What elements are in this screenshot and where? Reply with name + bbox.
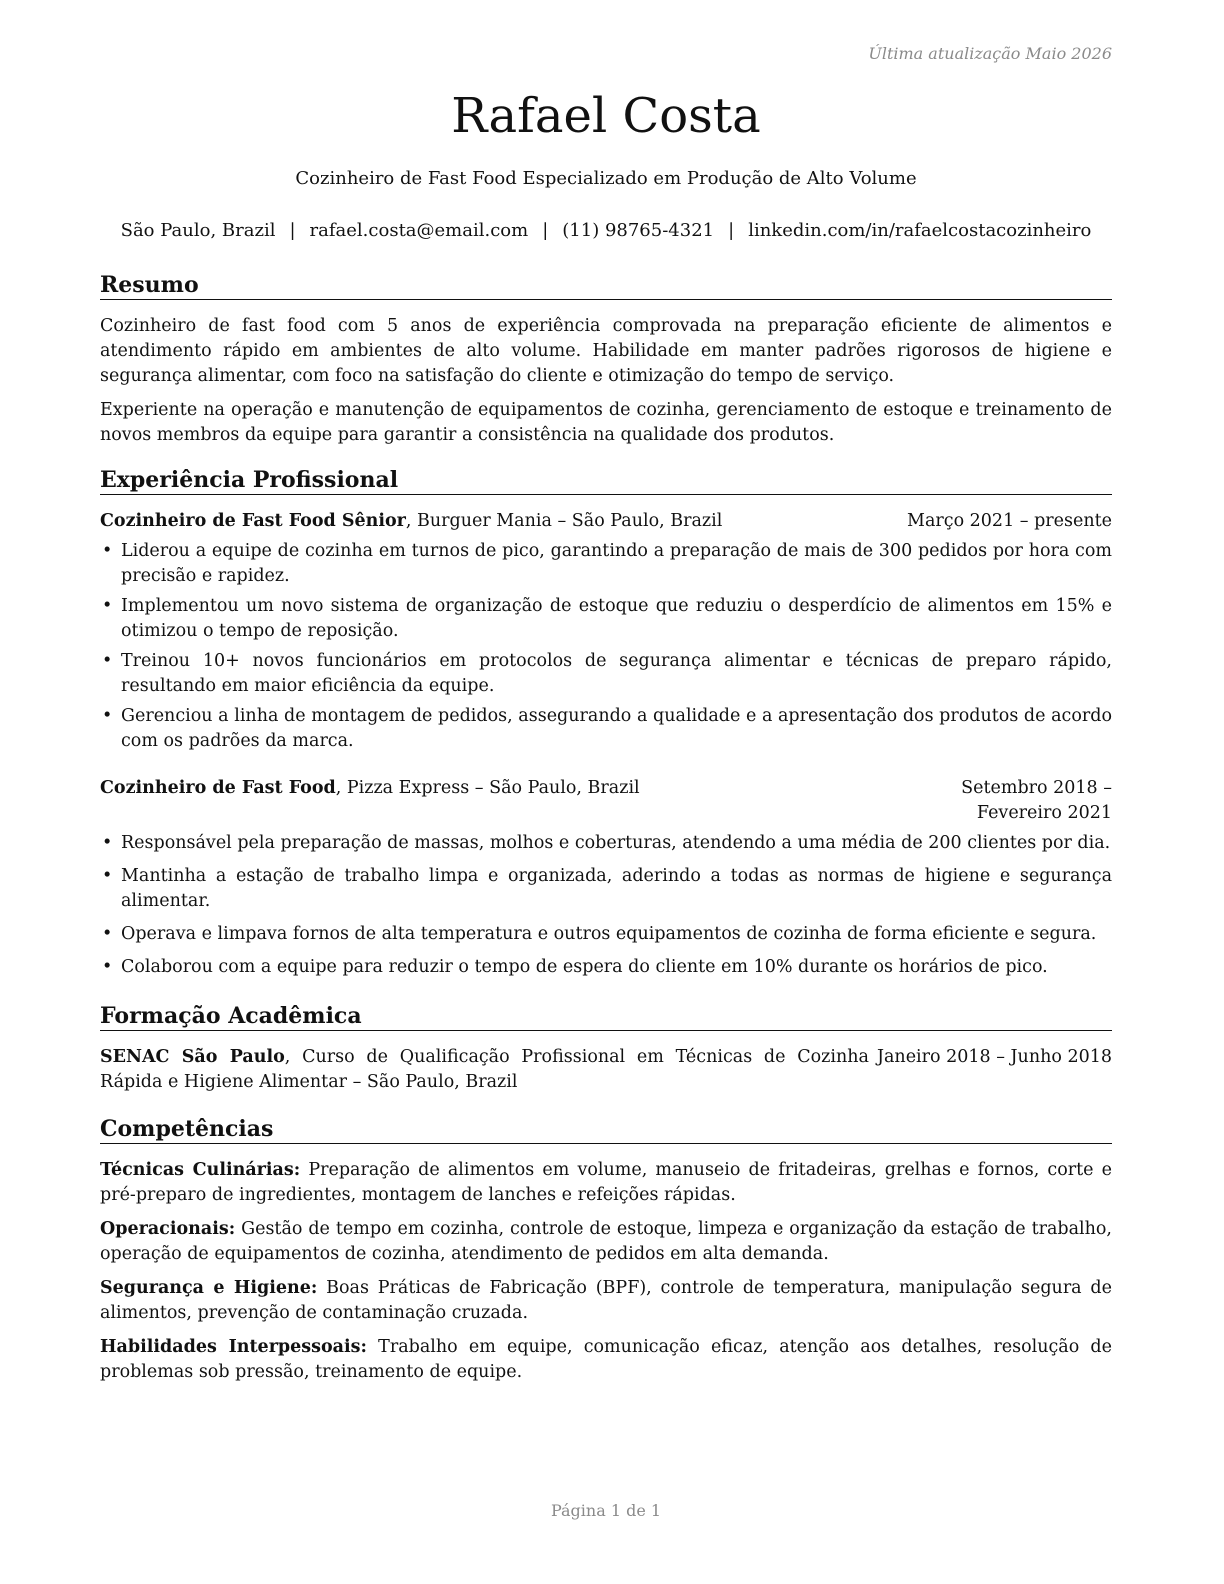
bullet-icon: •	[102, 833, 113, 853]
job-bullets	[100, 539, 1112, 754]
skill-label: Habilidades Interpessoais:	[100, 1337, 367, 1357]
job-role: Cozinheiro de Fast Food Sênior	[100, 511, 406, 531]
list-item: • Mantinha a estação de trabalho limpa e organizada, aderindo a todas as normas de higiene e segurança alimentar.	[102, 866, 1112, 911]
list-item: • Gerenciou a linha de montagem de pedidos, assegurando a qualidade e a apresentação dos produtos de acordo com os padrões da marca.	[102, 706, 1112, 751]
job-header	[100, 509, 1112, 534]
education-school: SENAC São Paulo	[100, 1047, 285, 1067]
list-item: • Implementou um novo sistema de organização de estoque que reduziu o desperdício de alimentos em 15% e otimizou o tempo de reposição.	[102, 596, 1112, 641]
bullet-icon: •	[102, 596, 113, 616]
skills-title: Competências	[100, 1115, 1112, 1144]
bullet-icon: •	[102, 706, 113, 726]
list-item: • Treinou 10+ novos funcionários em protocolos de segurança alimentar e técnicas de preparo rápido, resultando em maior eficiência da equipe.	[102, 651, 1112, 696]
job-entry	[100, 776, 1112, 980]
list-item: • Colaborou com a equipe para reduzir o tempo de espera do cliente em 10% durante os horários de pico.	[100, 955, 1112, 980]
bullet-icon: •	[102, 924, 113, 944]
education-title: Formação Acadêmica	[100, 1002, 1112, 1031]
summary-section	[100, 271, 1112, 448]
list-item: • Responsável pela preparação de massas, molhos e coberturas, atendendo a uma média de 200 clientes por dia.	[100, 831, 1112, 856]
skill-label: Segurança e Higiene:	[100, 1278, 318, 1298]
skill-label: Técnicas Culinárias:	[100, 1160, 301, 1180]
education-dates: Janeiro 2018 – Junho 2018	[876, 1047, 1112, 1067]
contact-location: São Paulo, Brazil	[120, 220, 276, 241]
summary-title: Resumo	[100, 271, 1112, 300]
job-dates: Setembro 2018 – Fevereiro 2021	[961, 778, 1112, 823]
skill-item: Segurança e Higiene: Boas Práticas de Fabricação (BPF), controle de temperatura, manipulação segura de alimentos, prevenção de contaminação cruzada.	[100, 1278, 1112, 1323]
education-entry	[100, 1045, 1112, 1095]
last-updated: Última atualização Maio 2026	[868, 44, 1112, 63]
candidate-name: Rafael Costa	[451, 88, 761, 144]
contact-linkedin[interactable]: linkedin.com/in/rafaelcostacozinheiro	[748, 220, 1092, 241]
contact-separator: |	[728, 220, 735, 241]
skill-item: Habilidades Interpessoais: Trabalho em equipe, comunicação eficaz, atenção aos detalhes, resolução de problemas sob pressão, treinamento de equipe.	[100, 1337, 1112, 1382]
bullet-icon: •	[102, 957, 113, 977]
education-description: , Curso de Qualificação Profissional em Técnicas de Cozinha Rápida e Higiene Alimentar – São Paulo, Brazil	[100, 1047, 869, 1092]
contact-email[interactable]: rafael.costa@email.com	[309, 220, 529, 241]
job-dates: Março 2021 – presente	[907, 511, 1112, 531]
job-role: Cozinheiro de Fast Food	[100, 778, 336, 798]
contact-separator: |	[289, 220, 296, 241]
job-company: , Burguer Mania – São Paulo, Brazil	[405, 511, 723, 531]
skill-item: Operacionais: Gestão de tempo em cozinha, controle de estoque, limpeza e organização da estação de trabalho, operação de equipamentos de cozinha, atendimento de pedidos em alta demanda.	[100, 1219, 1112, 1264]
job-company: , Pizza Express – São Paulo, Brazil	[335, 778, 640, 798]
skill-item: Técnicas Culinárias: Preparação de alimentos em volume, manuseio de fritadeiras, grelhas e fornos, corte e pré-preparo de ingredientes, montagem de lanches e refeições rápidas.	[100, 1160, 1112, 1205]
summary-paragraph: Cozinheiro de fast food com 5 anos de experiência comprovada na preparação eficiente de alimentos e atendimento rápido em ambientes de alto volume. Habilidade em manter padrões rigorosos de higiene e segurança alimentar, com foco na satisfação do cliente e otimização do tempo de serviço.	[100, 316, 1112, 386]
contact-line	[100, 219, 1112, 243]
summary-paragraph: Experiente na operação e manutenção de equipamentos de cozinha, gerenciamento de estoque e treinamento de novos membros da equipe para garantir a consistência na qualidade dos produtos.	[100, 400, 1112, 445]
education-section	[100, 1002, 1112, 1095]
contact-separator: |	[542, 220, 549, 241]
job-bullets	[100, 831, 1112, 980]
tagline: Cozinheiro de Fast Food Especializado em Produção de Alto Volume	[295, 168, 917, 189]
skills-section	[100, 1115, 1112, 1385]
job-header	[100, 776, 1112, 826]
page-number: Página 1 de 1	[550, 1501, 662, 1520]
bullet-icon: •	[102, 541, 113, 561]
list-item: • Liderou a equipe de cozinha em turnos de pico, garantindo a preparação de mais de 300 pedidos por hora com precisão e rapidez.	[102, 541, 1112, 586]
resume-page	[100, 0, 1112, 1584]
experience-section	[100, 466, 1112, 980]
resume-content	[100, 271, 1112, 1403]
contact-phone: (11) 98765-4321	[562, 220, 715, 241]
job-entry	[100, 509, 1112, 754]
bullet-icon: •	[102, 866, 113, 886]
list-item: • Operava e limpava fornos de alta temperatura e outros equipamentos de cozinha de forma eficiente e segura.	[100, 922, 1112, 947]
bullet-icon: •	[102, 651, 113, 671]
skill-label: Operacionais:	[100, 1219, 236, 1239]
experience-title: Experiência Profissional	[100, 466, 1112, 495]
